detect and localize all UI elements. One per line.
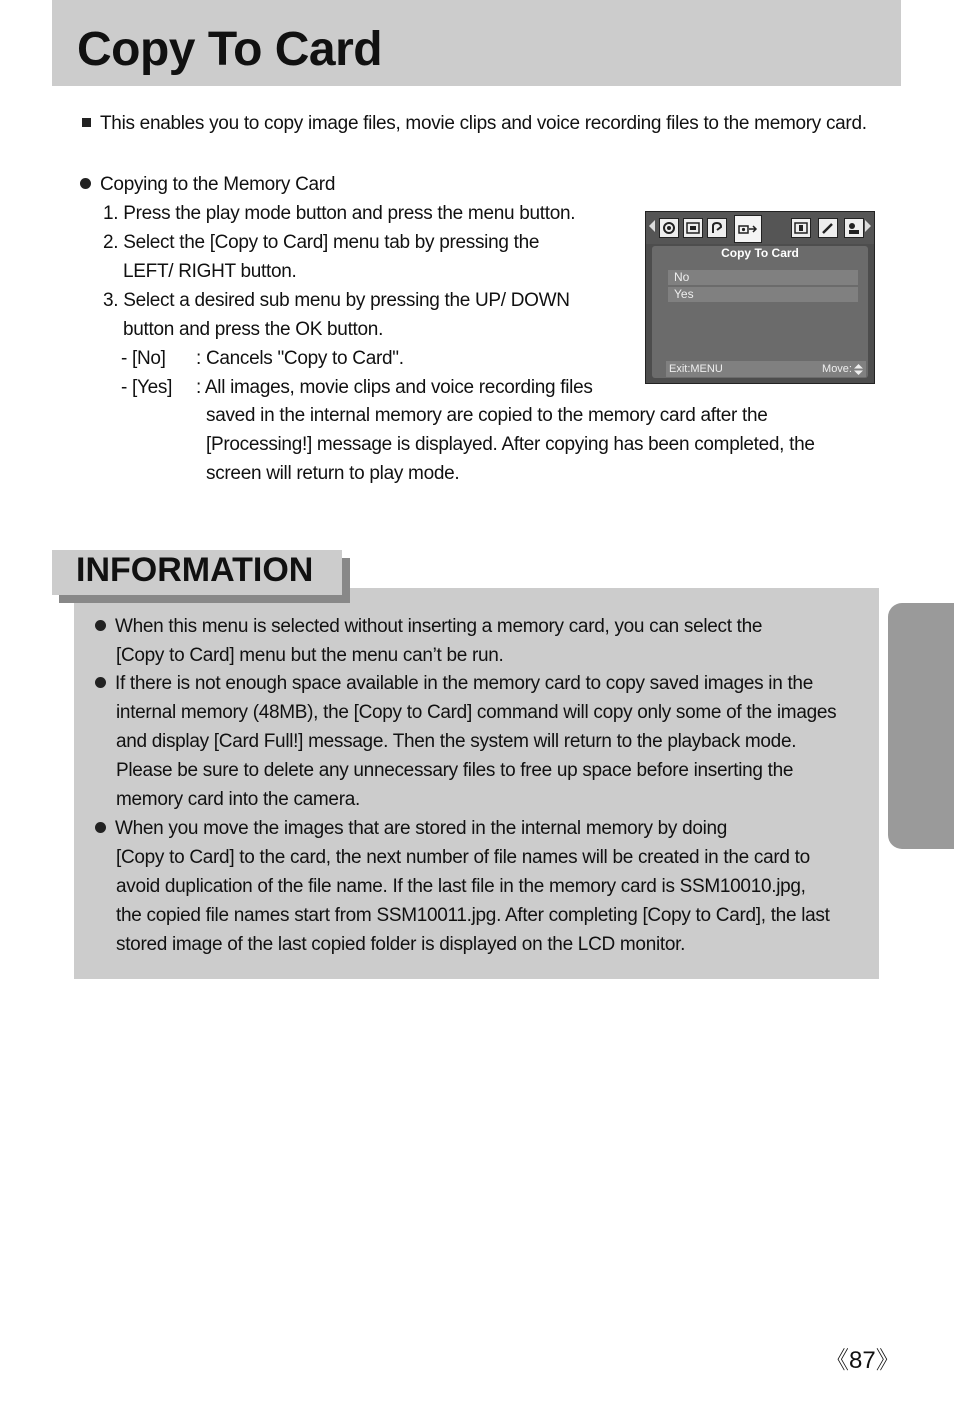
intro-text: This enables you to copy image files, movie clips and voice recording files to the memory card. [100,113,867,134]
intro-paragraph [82,113,867,135]
tab-setup [818,218,838,238]
option-desc-no: : Cancels "Copy to Card". [196,348,404,369]
info-line: and display [Card Full!] message. Then the system will return to the playback mode. [116,731,797,752]
info-line: When you move the images that are stored in the internal memory by doing [115,818,728,839]
chapter-side-tab [888,603,954,849]
option-key-no: - [No] [121,348,166,369]
info-line: Please be sure to delete any unnecessary files to free up space before inserting the [116,760,794,781]
info-bullet-3 [95,814,727,843]
section-heading-text: Copying to the Memory Card [100,174,336,195]
info-line: memory card into the camera. [116,789,360,810]
dpof-icon [794,221,808,235]
option-key-yes: - [Yes] [121,377,173,398]
mycam-icon [847,221,861,235]
right-arrow-icon [865,220,871,232]
lcd-footer [666,361,866,377]
square-bullet-icon [82,118,91,127]
step-line: 1. Press the play mode button and press the menu button. [103,203,576,224]
bullet-icon [95,677,106,688]
lcd-menu-title: Copy To Card [721,246,799,260]
info-line: When this menu is selected without inserting a memory card, you can select the [115,616,763,637]
tab-slideshow [683,218,703,238]
step-line: LEFT/ RIGHT button. [123,261,297,282]
step-line: button and press the OK button. [123,319,384,340]
info-line: [Copy to Card] to the card, the next number of file names will be created in the card to [116,847,810,868]
bullet-icon [80,178,91,189]
tab-copy-to-card [734,215,762,243]
info-line: the copied file names start from SSM10011.jpg. After completing [Copy to Card], the last [116,905,830,926]
slideshow-icon [686,221,700,235]
tab-voice [707,218,727,238]
step-line: 3. Select a desired sub menu by pressing the UP/ DOWN [103,290,570,311]
up-down-arrow-icon [854,364,863,375]
bullet-icon [95,620,106,631]
info-line: If there is not enough space available in the memory card to copy saved images in the [115,673,813,694]
left-arrow-icon [649,220,655,232]
information-title: INFORMATION [76,551,314,589]
lcd-screen [645,211,875,384]
menu-panel [652,246,868,378]
page-number: 《87》 [825,1347,900,1374]
lcd-option-yes: Yes [668,287,858,302]
option-desc-yes-cont: saved in the internal memory are copied to the memory card after the [206,405,768,426]
tab-mycam [844,218,864,238]
bullet-icon [95,822,106,833]
lcd-move-hint: Move: [822,363,852,375]
menu-tab-bar [646,212,874,244]
tab-dpof [791,218,811,238]
lcd-exit-hint: Exit:MENU [669,363,723,375]
information-title-box [52,550,342,595]
section-heading [80,170,335,199]
info-line: internal memory (48MB), the [Copy to Card] command will copy only some of the images [116,702,837,723]
info-bullet-2 [95,669,813,698]
effect-icon [662,221,676,235]
option-desc-yes-cont: [Processing!] message is displayed. After copying has been completed, the [206,434,815,455]
title-bar [52,0,901,86]
option-desc-yes: : All images, movie clips and voice recording files [196,377,593,398]
info-line: avoid duplication of the file name. If the last file in the memory card is SSM10010.jpg, [116,876,806,897]
copy-to-card-icon [737,218,759,238]
voice-memo-icon [710,221,724,235]
info-line: [Copy to Card] menu but the menu can’t be run. [116,645,504,666]
option-desc-yes-cont: screen will return to play mode. [206,463,460,484]
wrench-icon [821,221,835,235]
lcd-option-no: No [668,270,858,285]
info-bullet-1 [95,612,762,641]
tab-effect [659,218,679,238]
page-title: Copy To Card [77,23,383,76]
info-line: stored image of the last copied folder is displayed on the LCD monitor. [116,934,686,955]
step-line: 2. Select the [Copy to Card] menu tab by pressing the [103,232,540,253]
